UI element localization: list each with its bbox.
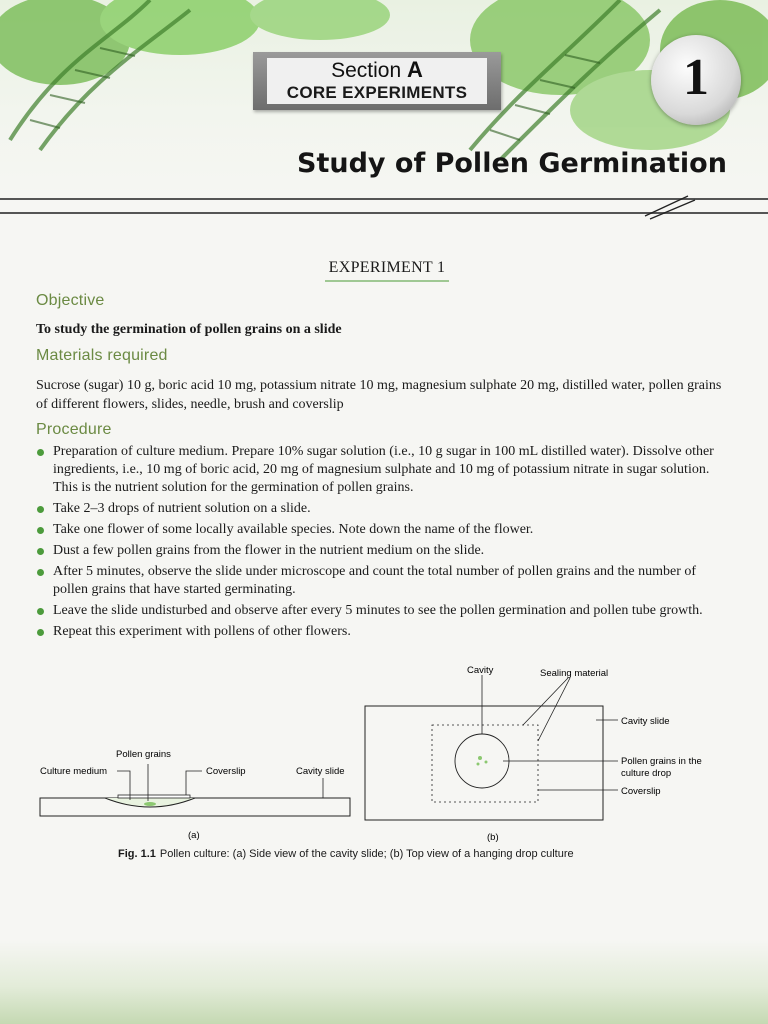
chapter-title: Study of Pollen Germination — [297, 148, 727, 179]
section-subtitle: CORE EXPERIMENTS — [286, 83, 468, 102]
bullet-icon — [37, 506, 44, 513]
procedure-heading: Procedure — [36, 421, 112, 438]
experiment-heading-text: EXPERIMENT 1 — [325, 259, 450, 282]
bullet-icon — [37, 548, 44, 555]
bullet-icon — [37, 629, 44, 636]
subfigure-b-label: (b) — [487, 832, 499, 843]
label-culture-medium: Culture medium — [40, 766, 108, 777]
procedure-list — [36, 443, 726, 644]
section-letter: A — [407, 57, 423, 82]
procedure-step: Dust a few pollen grains from the flower in the nutrient medium on the slide. — [36, 542, 726, 560]
procedure-step: After 5 minutes, observe the slide under microscope and count the total number of pollen grains and the number of pollen grains that have started germinating. — [36, 563, 726, 599]
procedure-step: Preparation of culture medium. Prepare 10% sugar solution (i.e., 10 g sugar in 100 mL distilled water). Dissolve other ingredients, i.e., 10 mg of boric acid, 20 mg of magnesium sulphate and 10 mg of potassium nitrate in sugar solution. This is the nutrient solution for the germination of pollen grains. — [36, 443, 726, 497]
bullet-icon — [37, 608, 44, 615]
label-pollen-in-drop-2: culture drop — [621, 768, 672, 779]
bullet-icon — [37, 569, 44, 576]
objective-heading: Objective — [36, 292, 105, 309]
materials-text: Sucrose (sugar) 10 g, boric acid 10 mg, potassium nitrate 10 mg, magnesium sulphate 20 mg, distilled water, pollen grains of different flowers, slides, needle, brush and coverslip — [36, 378, 722, 412]
side-view-diagram — [40, 749, 350, 841]
label-cavity: Cavity — [467, 665, 494, 676]
label-cavity-slide-a: Cavity slide — [296, 766, 345, 777]
procedure-step: Leave the slide undisturbed and observe after every 5 minutes to see the pollen germination and pollen tube growth. — [36, 602, 726, 620]
pen-mark — [640, 192, 700, 222]
label-cavity-slide-b: Cavity slide — [621, 716, 670, 727]
subfigure-a-label: (a) — [188, 830, 200, 841]
figure-pollen-culture — [0, 658, 768, 848]
figure-caption-text: Pollen culture: (a) Side view of the cavity slide; (b) Top view of a hanging drop culture — [159, 848, 574, 860]
figure-caption — [118, 848, 574, 860]
procedure-step: Take 2–3 drops of nutrient solution on a slide. — [36, 500, 726, 518]
label-sealing-material: Sealing material — [540, 668, 609, 679]
label-coverslip-a: Coverslip — [206, 766, 246, 777]
section-label: Section — [331, 59, 402, 82]
bullet-icon — [37, 527, 44, 534]
label-coverslip-b: Coverslip — [621, 786, 661, 797]
header-banner — [0, 0, 768, 205]
procedure-step: Repeat this experiment with pollens of other flowers. — [36, 623, 726, 641]
top-view-diagram — [365, 665, 702, 843]
label-pollen-in-drop-1: Pollen grains in the — [621, 756, 702, 767]
figure-caption-number: Fig. 1.1 — [118, 848, 156, 860]
bullet-icon — [37, 449, 44, 456]
experiment-heading — [0, 259, 768, 282]
label-pollen-grains: Pollen grains — [116, 749, 171, 760]
procedure-step: Take one flower of some locally available species. Note down the name of the flower. — [36, 521, 726, 539]
section-label-box — [253, 52, 501, 110]
chapter-number-badge: 1 — [651, 35, 741, 125]
materials-heading: Materials required — [36, 347, 168, 364]
objective-text: To study the germination of pollen grains on a slide — [36, 322, 342, 337]
footer-leaf-decoration — [0, 940, 768, 1024]
